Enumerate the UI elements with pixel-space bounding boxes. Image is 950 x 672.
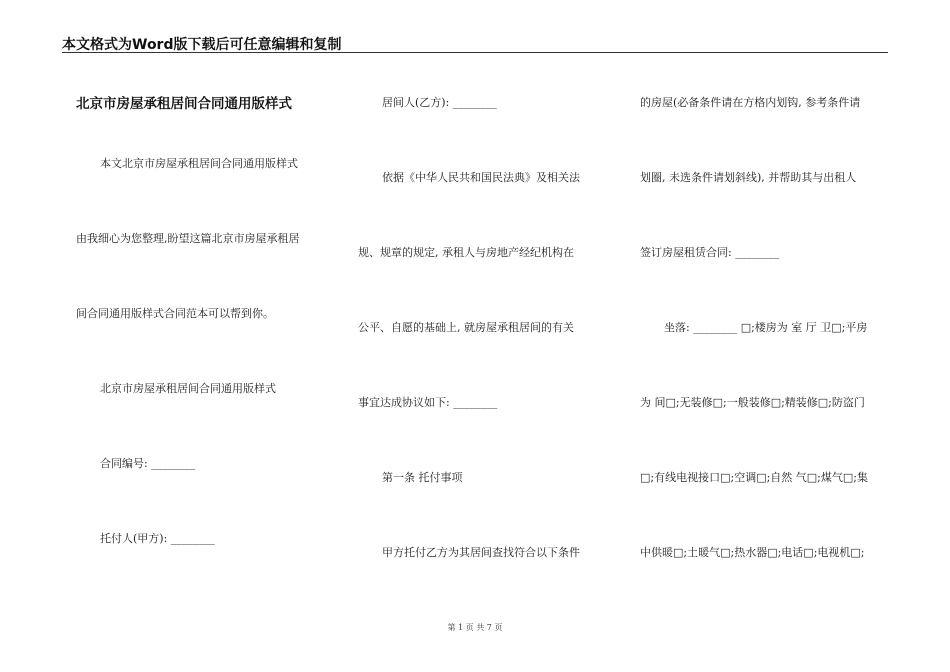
paragraph-line: 为 间□;无装修□;一般装修□;精装修□;防盗门 [640,396,865,409]
paragraph-line: 合同编号: ________ [100,457,196,470]
document-title: 北京市房屋承租居间合同通用版样式 [76,96,292,112]
paragraph-line: 坐落: ________ □;楼房为 室 厅 卫□;平房 [664,321,868,334]
page-number: 第 1 页 共 7 页 [447,623,503,632]
paragraph-line: □;有线电视接口□;空调□;自然 气□;煤气□;集 [640,471,868,484]
paragraph-line: 北京市房屋承租居间合同通用版样式 [100,382,276,395]
paragraph-line: 规、规章的规定, 承租人与房地产经纪机构在 [358,246,574,259]
paragraph-line: 间合同通用版样式合同范本可以帮到你。 [76,307,274,320]
paragraph-line: 由我细心为您整理,盼望这篇北京市房屋承租居 [76,232,300,245]
document-header: 本文格式为Word版下载后可任意编辑和复制 [62,37,342,53]
paragraph-line: 中供暖□;土暖气□;热水器□;电话□;电视机□; [640,546,865,559]
paragraph-line: 签订房屋租赁合同: ________ [640,246,780,259]
paragraph-line: 居间人(乙方): ________ [382,96,497,109]
paragraph-line: 第一条 托付事项 [382,471,463,484]
paragraph-line: 的房屋(必备条件请在方格内划钩, 参考条件请 [640,96,861,109]
header-divider [62,52,888,53]
paragraph-line: 托付人(甲方): ________ [100,532,215,545]
paragraph-line: 划圈, 未选条件请划斜线), 并帮助其与出租人 [640,171,857,184]
paragraph-line: 甲方托付乙方为其居间查找符合以下条件 [382,546,580,559]
paragraph-line: 事宜达成协议如下: ________ [358,396,498,409]
paragraph-line: 公平、自愿的基础上, 就房屋承租居间的有关 [358,321,574,334]
paragraph-line: 本文北京市房屋承租居间合同通用版样式 [100,157,298,170]
paragraph-line: 依据《中华人民共和国民法典》及相关法 [382,171,580,184]
